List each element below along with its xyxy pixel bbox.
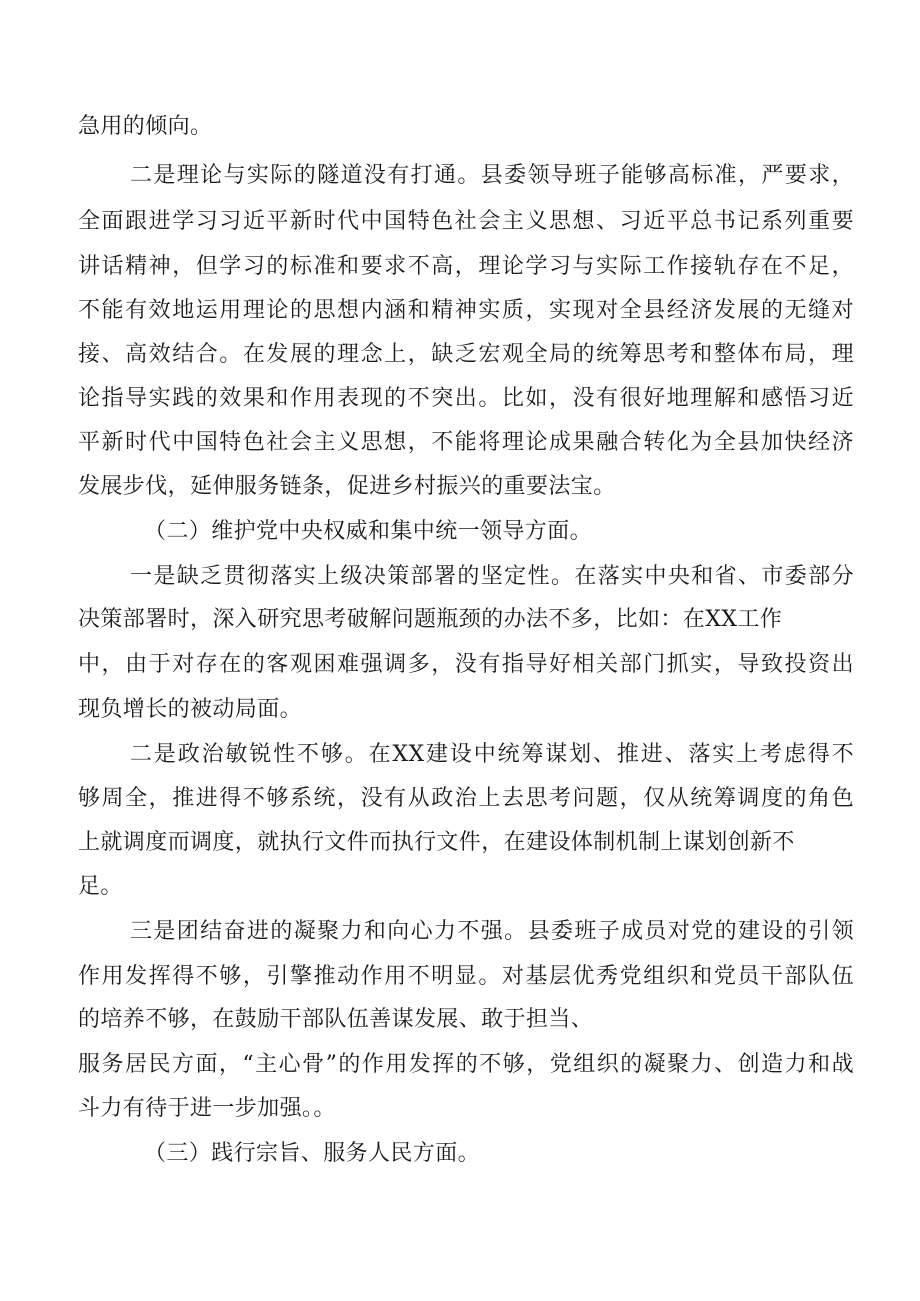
text-line: 足。 <box>78 874 123 899</box>
section-heading: （二）维护党中央权威和集中统一领导方面。 <box>144 519 593 544</box>
text-line: 中，由于对存在的客观困难强调多，没有指导好相关部门抓实，导致投资出 <box>78 652 854 677</box>
text-line: 不能有效地运用理论的思想内涵和精神实质，实现对全县经济发展的无缝对 <box>78 298 854 323</box>
text-line: 斗力有待于进一步加强。。 <box>78 1096 336 1121</box>
section-heading: （三）践行宗旨、服务人民方面。 <box>144 1141 481 1166</box>
text-line: 讲话精神，但学习的标准和要求不高，理论学习与实际工作接轨存在不足， <box>78 254 854 279</box>
text-line: 发展步伐，延伸服务链条，促进乡村振兴的重要法宝。 <box>78 474 616 499</box>
text-line: 二是政治敏锐性不够。在XX建设中统筹谋划、推进、落实上考虑得不 <box>130 742 854 767</box>
text-line: 二是理论与实际的隧道没有打通。县委领导班子能够高标准，严要求， <box>130 163 854 188</box>
text-line: 三是团结奋进的凝聚力和向心力不强。县委班子成员对党的建设的引领 <box>130 919 854 944</box>
text-line: 一是缺乏贯彻落实上级决策部署的坚定性。在落实中央和省、市委部分 <box>130 564 854 589</box>
text-line: 上就调度而调度，就执行文件而执行文件，在建设体制机制上谋划创新不 <box>78 830 795 855</box>
text-line: 作用发挥得不够，引擎推动作用不明显。对基层优秀党组织和党员干部队伍 <box>78 964 854 989</box>
text-line: 平新时代中国特色社会主义思想，不能将理论成果融合转化为全县加快经济 <box>78 430 854 455</box>
text-line: 决策部署时，深入研究思考破解问题瓶颈的办法不多，比如：在XX工作 <box>78 607 783 632</box>
text-line: 全面跟进学习习近平新时代中国特色社会主义思想、习近平总书记系列重要 <box>78 209 854 234</box>
text-line: 的培养不够，在鼓励干部队伍善谋发展、敢于担当、 <box>78 1007 594 1032</box>
text-line: 够周全，推进得不够系统，没有从政治上去思考问题，仅从统筹调度的角色 <box>78 786 854 811</box>
text-line: 接、高效结合。在发展的理念上，缺乏宏观全局的统筹思考和整体布局，理 <box>78 342 854 367</box>
text-line: 急用的倾向。 <box>78 114 213 139</box>
text-line: 现负增长的被动局面。 <box>78 697 303 722</box>
text-line: 论指导实践的效果和作用表现的不突出。比如，没有很好地理解和感悟习近 <box>78 386 854 411</box>
text-line: 服务居民方面，“主心骨”的作用发挥的不够，党组织的凝聚力、创造力和战 <box>78 1052 854 1077</box>
